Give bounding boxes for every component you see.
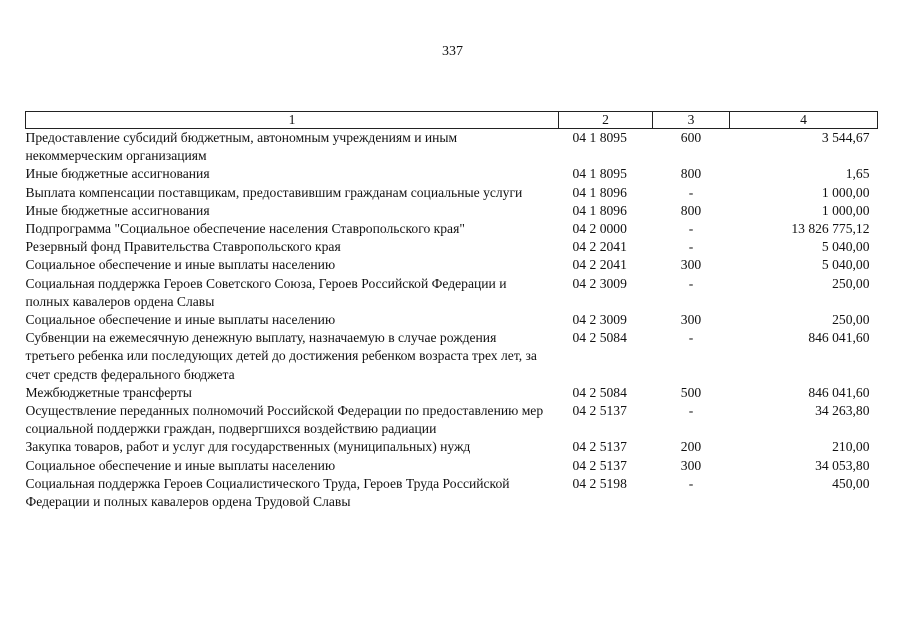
row-code: 04 2 3009 (572, 312, 627, 328)
table-body (26, 129, 878, 512)
row-code: 04 1 8095 (572, 166, 627, 182)
row-name: Иные бюджетные ассигнования (25, 166, 210, 182)
row-code: 04 1 8095 (572, 130, 627, 145)
row-amount: 34 263,80 (815, 403, 870, 419)
row-name: Межбюджетные трансферты (25, 384, 192, 400)
row-code: 04 2 5137 (572, 439, 627, 455)
page-number: 337 (442, 44, 463, 59)
row-amount: 210,00 (832, 439, 870, 455)
table-row (26, 275, 878, 311)
row-kind: - (688, 475, 694, 491)
row-amount: 250,00 (832, 275, 870, 291)
table-row (26, 165, 878, 183)
row-kind: - (688, 221, 694, 237)
row-code: 04 2 2041 (572, 239, 627, 255)
table-row (26, 184, 878, 202)
row-amount: 450,00 (832, 475, 870, 491)
row-kind: 500 (680, 384, 702, 400)
row-name: Субвенции на ежемесячную денежную выплату, назначаемую в случае рождения третьего ребенка или последующих детей до достижения ребенком возраста трех лет, за счет средств федерального бюджета (25, 330, 537, 382)
row-code: 04 2 5198 (572, 475, 627, 491)
row-amount: 250,00 (832, 312, 870, 328)
column-header-4: 4 (730, 112, 878, 129)
budget-table (25, 111, 878, 511)
column-header-2: 2 (559, 112, 653, 129)
row-code: 04 2 3009 (572, 275, 627, 291)
row-amount: 846 041,60 (808, 330, 870, 346)
row-kind: - (688, 403, 694, 419)
row-amount: 5 040,00 (821, 257, 870, 273)
row-amount: 1 000,00 (821, 202, 870, 218)
table-row (26, 202, 878, 220)
row-amount: 3 544,67 (821, 130, 870, 145)
row-amount: 1 000,00 (821, 184, 870, 200)
row-amount: 13 826 775,12 (791, 221, 870, 237)
row-name: Предоставление субсидий бюджетным, автономным учреждениям и иным некоммерческим организациям (25, 130, 458, 164)
row-name: Иные бюджетные ассигнования (25, 202, 210, 218)
row-kind: 300 (680, 312, 702, 328)
row-kind: - (688, 275, 694, 291)
row-kind: 800 (680, 202, 702, 218)
row-code: 04 2 0000 (572, 221, 627, 237)
table-row (26, 311, 878, 329)
row-kind: 300 (680, 457, 702, 473)
row-kind: - (688, 330, 694, 346)
row-amount: 5 040,00 (821, 239, 870, 255)
table-row (26, 457, 878, 475)
table-row (26, 384, 878, 402)
row-code: 04 1 8096 (572, 202, 627, 218)
column-header-3: 3 (653, 112, 730, 129)
row-code: 04 2 5137 (572, 457, 627, 473)
row-kind: 800 (680, 166, 702, 182)
row-name: Социальная поддержка Героев Социалистического Труда, Героев Труда Российской Федерации и полных кавалеров ордена Трудовой Славы (25, 475, 510, 510)
row-amount: 1,65 (845, 166, 870, 182)
row-kind: 600 (680, 130, 702, 145)
row-name: Социальное обеспечение и иные выплаты населению (25, 457, 336, 473)
row-code: 04 2 5084 (572, 384, 627, 400)
row-code: 04 2 5137 (572, 403, 627, 419)
row-name: Социальная поддержка Героев Советского Союза, Героев Российской Федерации и полных кавалеров ордена Славы (25, 275, 507, 309)
row-kind: - (688, 184, 694, 200)
row-name: Резервный фонд Правительства Ставропольского края (25, 239, 341, 255)
row-name: Закупка товаров, работ и услуг для государственных (муниципальных) нужд (25, 439, 471, 455)
row-name: Осуществление переданных полномочий Российской Федерации по предоставлению мер социальной поддержки граждан, подвергшихся воздействию радиации (25, 403, 544, 437)
row-kind: - (688, 239, 694, 255)
table-row (26, 256, 878, 274)
table-row (26, 220, 878, 238)
column-header-1: 1 (26, 112, 559, 129)
row-code: 04 2 2041 (572, 257, 627, 273)
row-amount: 846 041,60 (808, 384, 870, 400)
table-row (26, 438, 878, 456)
row-code: 04 1 8096 (572, 184, 627, 200)
row-name: Выплата компенсации поставщикам, предоставившим гражданам социальные услуги (25, 184, 523, 200)
table-header (26, 112, 878, 129)
row-amount: 34 053,80 (815, 457, 870, 473)
row-name: Социальное обеспечение и иные выплаты населению (25, 257, 336, 273)
row-code: 04 2 5084 (572, 330, 627, 346)
table-row (26, 475, 878, 511)
table-row (26, 329, 878, 384)
table-row (26, 129, 878, 166)
row-name: Подпрограмма "Социальное обеспечение населения Ставропольского края" (25, 221, 465, 237)
row-name: Социальное обеспечение и иные выплаты населению (25, 312, 336, 328)
table-row (26, 238, 878, 256)
row-kind: 300 (680, 257, 702, 273)
table-row (26, 402, 878, 438)
row-kind: 200 (680, 439, 702, 455)
